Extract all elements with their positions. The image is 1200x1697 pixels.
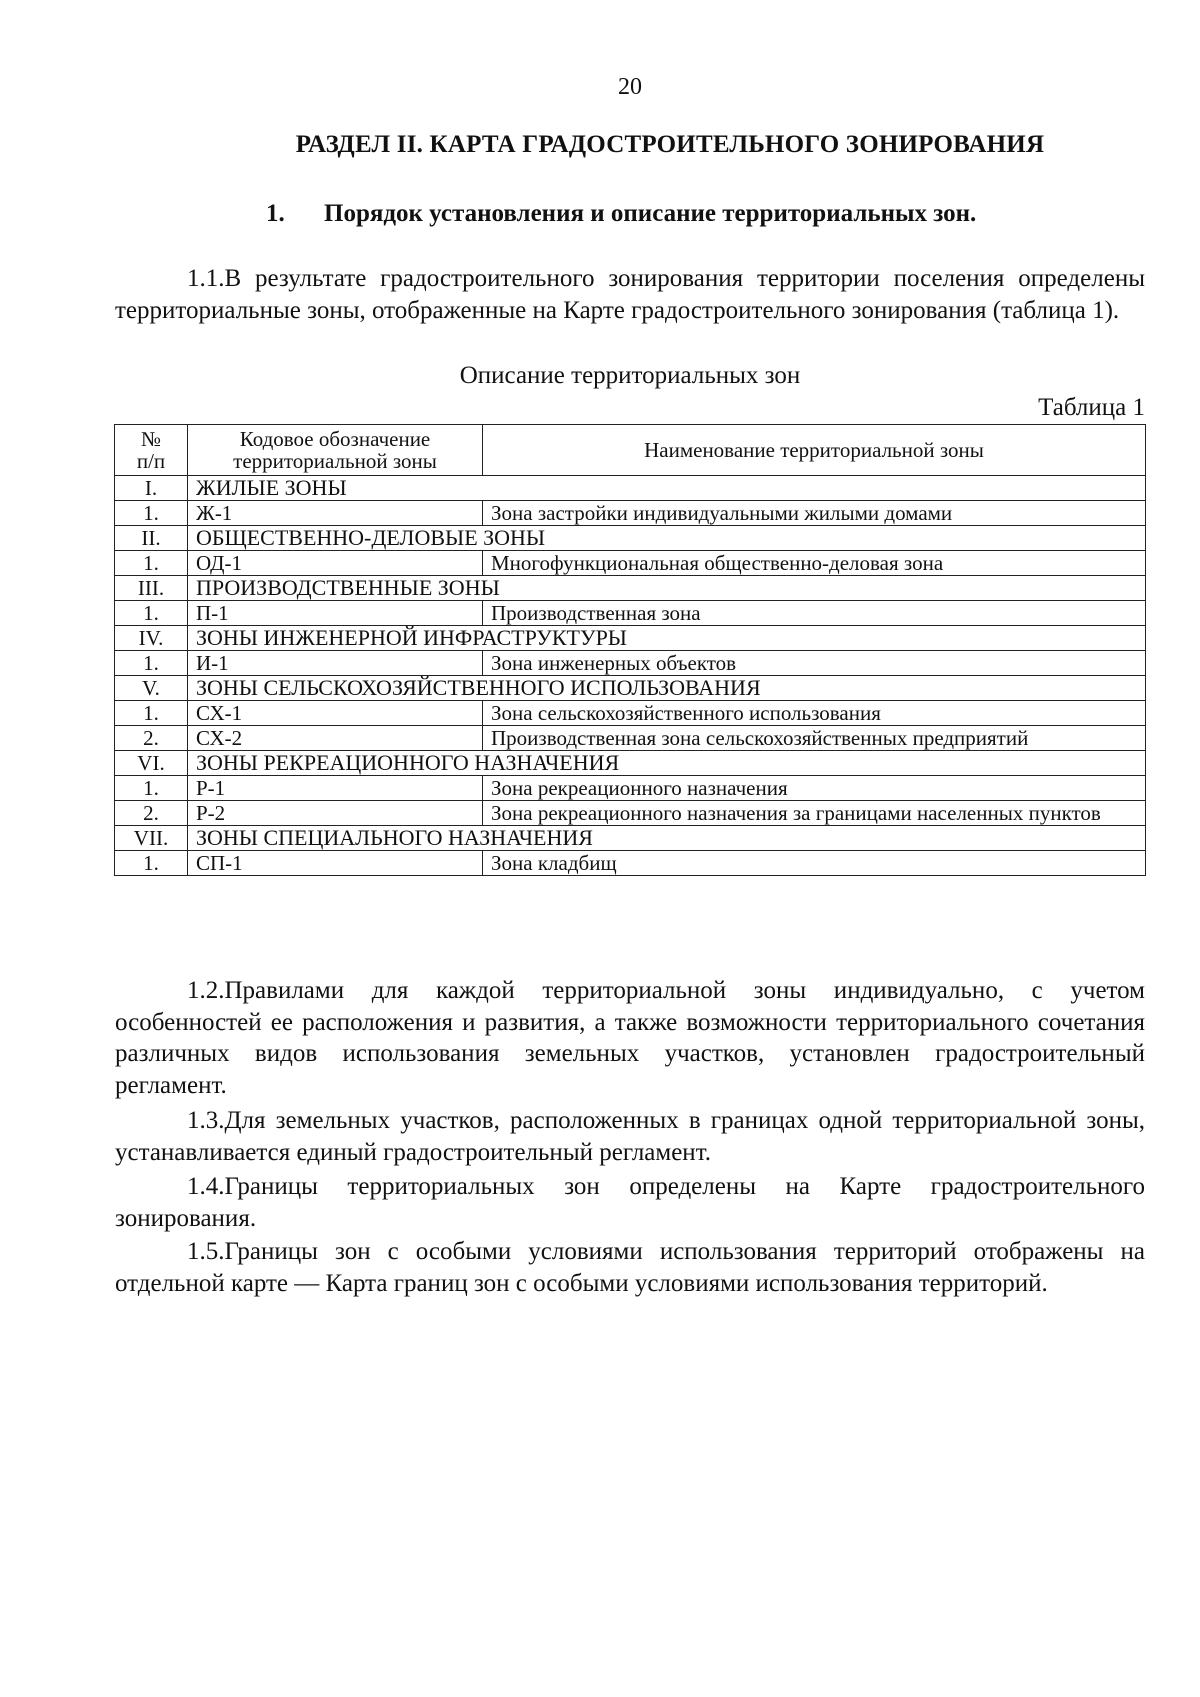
table-group-row <box>115 626 1146 651</box>
table-row <box>115 501 1146 526</box>
paragraph-text: 1.4.Границы территориальных зон определены на Карте градостроительного зонирования. <box>115 1173 1145 1232</box>
row-number: 1. <box>115 501 188 526</box>
group-title: ЗОНЫ СЕЛЬСКОХОЗЯЙСТВЕННОГО ИСПОЛЬЗОВАНИЯ <box>188 676 1146 701</box>
group-title: ЖИЛЫЕ ЗОНЫ <box>188 476 1146 501</box>
page-number: 20 <box>618 74 642 100</box>
group-number: VII. <box>115 826 188 851</box>
header-code: Кодовое обозначение территориальной зоны <box>188 425 483 476</box>
table-row <box>115 851 1146 876</box>
table-row <box>115 601 1146 626</box>
paragraph <box>115 1105 1145 1168</box>
zone-name: Зона кладбищ <box>483 851 1146 876</box>
table-row <box>115 801 1146 826</box>
group-title: ПРОИЗВОДСТВЕННЫЕ ЗОНЫ <box>188 576 1146 601</box>
subsection-heading <box>266 200 976 228</box>
group-number: III. <box>115 576 188 601</box>
table-row <box>115 776 1146 801</box>
zone-name: Зона сельскохозяйственного использования <box>483 701 1146 726</box>
row-number: 2. <box>115 726 188 751</box>
table-group-row <box>115 476 1146 501</box>
group-title: ОБЩЕСТВЕННО-ДЕЛОВЫЕ ЗОНЫ <box>188 526 1146 551</box>
table-body <box>115 476 1146 876</box>
group-number: I. <box>115 476 188 501</box>
zone-name: Производственная зона <box>483 601 1146 626</box>
zone-name: Зона застройки индивидуальными жилыми домами <box>483 501 1146 526</box>
zone-name: Зона инженерных объектов <box>483 651 1146 676</box>
zones-table <box>114 424 1146 876</box>
table-caption: Описание территориальных зон <box>459 362 801 389</box>
paragraph <box>115 1236 1145 1299</box>
row-number: 2. <box>115 801 188 826</box>
zone-code: Р-2 <box>188 801 483 826</box>
paragraph-text: 1.2.Правилами для каждой территориальной зоны индивидуально, с учетом особенностей ее расположения и развития, а также возможности территориального сочетания различных видов использования земельных участков, установлен градостроительный регламент. <box>115 977 1145 1099</box>
zone-name: Производственная зона сельскохозяйственных предприятий <box>483 726 1146 751</box>
row-number: 1. <box>115 701 188 726</box>
zone-code: СХ-1 <box>188 701 483 726</box>
group-title: ЗОНЫ РЕКРЕАЦИОННОГО НАЗНАЧЕНИЯ <box>188 751 1146 776</box>
section-title: РАЗДЕЛ II. КАРТА ГРАДОСТРОИТЕЛЬНОГО ЗОНИРОВАНИЯ <box>295 131 1045 158</box>
zone-name: Зона рекреационного назначения за границами населенных пунктов <box>483 801 1146 826</box>
zone-code: СХ-2 <box>188 726 483 751</box>
paragraph <box>115 975 1145 1101</box>
table-label: Таблица 1 <box>1038 394 1145 421</box>
table-row <box>115 551 1146 576</box>
zone-code: Ж-1 <box>188 501 483 526</box>
zone-code: И-1 <box>188 651 483 676</box>
table-group-row <box>115 826 1146 851</box>
row-number: 1. <box>115 551 188 576</box>
table-group-row <box>115 526 1146 551</box>
group-title: ЗОНЫ СПЕЦИАЛЬНОГО НАЗНАЧЕНИЯ <box>188 826 1146 851</box>
paragraph <box>115 263 1145 326</box>
zone-name: Зона рекреационного назначения <box>483 776 1146 801</box>
paragraph <box>115 1171 1145 1234</box>
header-num: № п/п <box>115 425 188 476</box>
group-number: V. <box>115 676 188 701</box>
subsection-number: 1. <box>266 200 285 227</box>
row-number: 1. <box>115 776 188 801</box>
table-row <box>115 651 1146 676</box>
row-number: 1. <box>115 851 188 876</box>
group-title: ЗОНЫ ИНЖЕНЕРНОЙ ИНФРАСТРУКТУРЫ <box>188 626 1146 651</box>
group-number: IV. <box>115 626 188 651</box>
zone-code: СП-1 <box>188 851 483 876</box>
zone-code: Р-1 <box>188 776 483 801</box>
table-group-row <box>115 676 1146 701</box>
paragraph-text: 1.5.Границы зон с особыми условиями использования территорий отображены на отдельной карте — Карта границ зон с особыми условиями использования территорий. <box>115 1238 1145 1297</box>
table-group-row <box>115 576 1146 601</box>
table-group-row <box>115 751 1146 776</box>
table-row <box>115 701 1146 726</box>
paragraph-text: 1.3.Для земельных участков, расположенных в границах одной территориальной зоны, устанавливается единый градостроительный регламент. <box>115 1107 1145 1166</box>
table-row <box>115 726 1146 751</box>
header-name: Наименование территориальной зоны <box>483 425 1146 476</box>
group-number: VI. <box>115 751 188 776</box>
row-number: 1. <box>115 601 188 626</box>
paragraph-text: 1.1.В результате градостроительного зонирования территории поселения определены территориальные зоны, отображенные на Карте градостроительного зонирования (таблица 1). <box>115 265 1145 324</box>
group-number: II. <box>115 526 188 551</box>
row-number: 1. <box>115 651 188 676</box>
table-header-row <box>115 425 1146 476</box>
zone-code: П-1 <box>188 601 483 626</box>
subsection-title: Порядок установления и описание территориальных зон. <box>324 200 977 227</box>
zone-name: Многофункциональная общественно-деловая зона <box>483 551 1146 576</box>
zone-code: ОД-1 <box>188 551 483 576</box>
